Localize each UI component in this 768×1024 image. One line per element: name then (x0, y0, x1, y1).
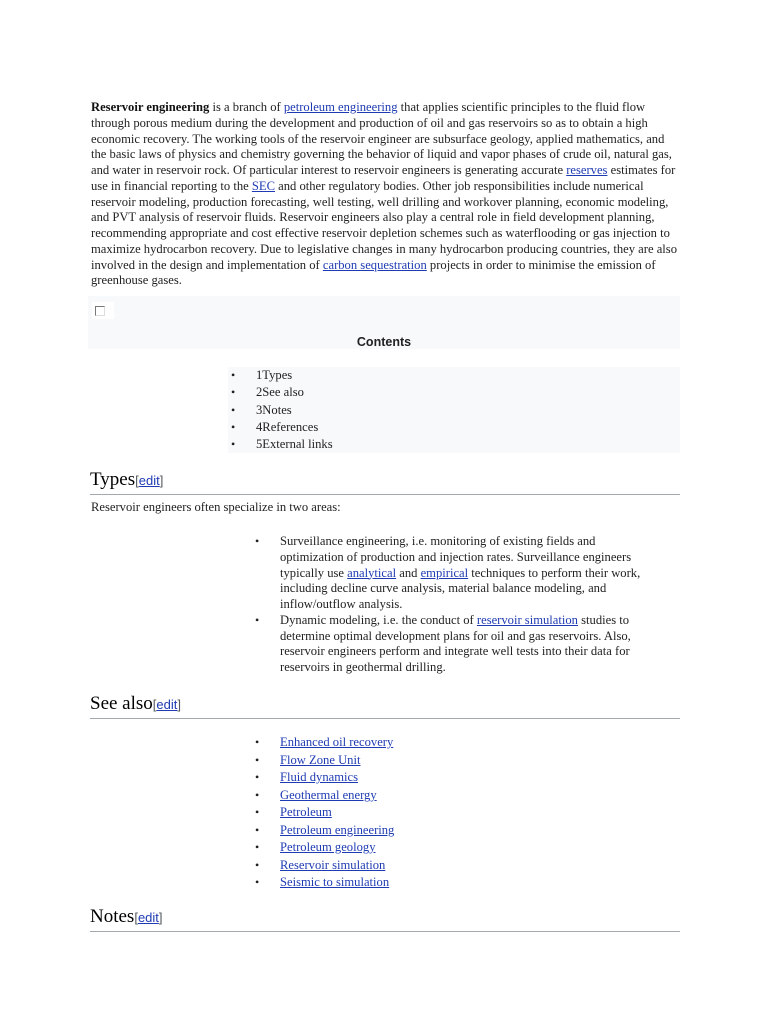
intro-paragraph (91, 100, 681, 289)
toc-label[interactable]: References (262, 419, 319, 434)
item-text: Dynamic modeling, i.e. the conduct of (280, 612, 477, 627)
list-item (280, 839, 660, 857)
intro-text: and other regulatory bodies. Other job responsibilities include numerical reservoir modeling, production forecasting, well testing, well drilling and workover planning, economic modeling, and PVT analysis of reservoir fluids. Reservoir engineers also play a central role in field development planning, recommending appropriate and cost effective reservoir depletion schemes such as waterflooding or gas injection to maximize hydrocarbon recovery. Due to legislative changes in many hydrocarbon producing countries, they are also involved in the design and implementation of (91, 178, 677, 272)
toc-item-external-links[interactable] (256, 436, 333, 453)
link-geothermal-energy[interactable]: Geothermal energy (280, 787, 377, 802)
intro-text: projects in order to minimise the emission of greenhouse gases. (91, 257, 656, 288)
link-petroleum-engineering[interactable]: petroleum engineering (283, 100, 398, 114)
bracket-open: [ (135, 473, 139, 488)
section-heading-types (90, 469, 680, 495)
link-fluid-dynamics[interactable]: Fluid dynamics (280, 770, 359, 784)
link-analytical[interactable]: analytical (347, 565, 397, 580)
list-item (280, 874, 660, 892)
toc-number: 1 (256, 368, 263, 382)
toc-number: 5 (256, 437, 263, 451)
list-item (280, 734, 660, 752)
bracket-open: [ (152, 697, 157, 712)
toc-label[interactable]: See also (262, 385, 304, 400)
edit-link[interactable]: edit (137, 910, 159, 925)
types-intro: Reservoir engineers often specialize in two areas: (91, 500, 341, 514)
link-carbon-sequestration[interactable]: carbon sequestration (322, 257, 427, 272)
edit-section-see-also (153, 697, 181, 712)
toc-list (256, 367, 333, 453)
edit-link[interactable]: edit (156, 697, 178, 712)
link-reservoir-simulation[interactable]: reservoir simulation (476, 612, 578, 627)
types-list (280, 534, 660, 676)
toc-toggle[interactable] (92, 302, 114, 319)
link-petroleum-geology[interactable]: Petroleum geology (280, 840, 376, 854)
list-item (280, 769, 660, 787)
toc-number: 3 (256, 402, 263, 417)
toc-item-references[interactable] (256, 419, 333, 436)
toc-box (88, 296, 680, 349)
toc-item-notes[interactable] (256, 402, 333, 419)
list-item (280, 787, 660, 805)
toc-title: Contents (356, 335, 412, 349)
toc-number: 2 (256, 385, 263, 400)
list-item (280, 857, 660, 875)
toc-list-box (228, 367, 680, 453)
list-item (280, 752, 660, 770)
edit-link[interactable]: edit (138, 473, 160, 488)
section-heading-notes (90, 906, 680, 932)
heading-text: Notes (90, 906, 135, 927)
link-reservoir-simulation-see-also[interactable]: Reservoir simulation (280, 857, 386, 872)
article-title-bold: Reservoir engineering (91, 100, 210, 114)
list-item-dynamic-modeling (280, 613, 660, 676)
bracket-open: [ (134, 910, 138, 925)
edit-section-types (135, 473, 163, 488)
link-petroleum[interactable]: Petroleum (280, 805, 332, 819)
checkbox-icon[interactable] (95, 306, 105, 316)
link-petroleum-engineering-see-also[interactable]: Petroleum engineering (280, 822, 395, 837)
link-enhanced-oil-recovery[interactable]: Enhanced oil recovery (280, 735, 394, 749)
toc-label[interactable]: External links (262, 437, 333, 451)
list-item (280, 822, 660, 840)
link-flow-zone-unit[interactable]: Flow Zone Unit (280, 752, 361, 767)
link-seismic-to-simulation[interactable]: Seismic to simulation (280, 875, 390, 889)
list-item-surveillance (280, 534, 660, 613)
list-item (280, 804, 660, 822)
edit-section-notes (134, 910, 162, 925)
heading-text: Types (90, 469, 136, 490)
link-sec[interactable]: SEC (251, 178, 275, 193)
bracket-close: ] (159, 473, 164, 488)
toc-item-see-also[interactable] (256, 384, 333, 401)
item-text: studies to determine optimal development plans for oil and gas reservoirs. Also, reservoir engineers perform and integrate well tests into their data for reservoirs in geothermal drilling. (280, 612, 631, 674)
see-also-list (280, 734, 660, 892)
intro-text: estimates for use in financial reporting to the (91, 163, 676, 193)
bracket-close: ] (158, 910, 163, 925)
item-text: and (396, 565, 421, 580)
toc-number: 4 (256, 419, 263, 434)
link-reserves[interactable]: reserves (566, 163, 608, 177)
link-empirical[interactable]: empirical (420, 565, 469, 580)
intro-text: that applies scientific principles to the fluid flow through porous medium during the development and production of oil and gas reservoirs so as to obtain a high economic recovery. The working tools of the reservoir engineer are subsurface geology, applied mathematics, and the basic laws of physics and chemistry governing the behavior of liquid and vapor phases of crude oil, natural gas, and water in reservoir rock. Of particular interest to reservoir engineers is generating accurate (91, 100, 672, 177)
item-text: techniques to perform their work, including decline curve analysis, material balance modeling, and inflow/outflow analysis. (280, 565, 641, 611)
section-heading-see-also (90, 693, 680, 719)
toc-item-types[interactable] (256, 367, 333, 384)
heading-text: See also (90, 693, 153, 714)
bracket-close: ] (177, 697, 182, 712)
intro-text: is a branch of (209, 100, 284, 114)
toc-label[interactable]: Types (262, 368, 293, 382)
item-text: Surveillance engineering, i.e. monitoring of existing fields and optimization of production and injection rates. Surveillance engineers typically use (280, 534, 632, 580)
toc-label[interactable]: Notes (262, 402, 292, 417)
